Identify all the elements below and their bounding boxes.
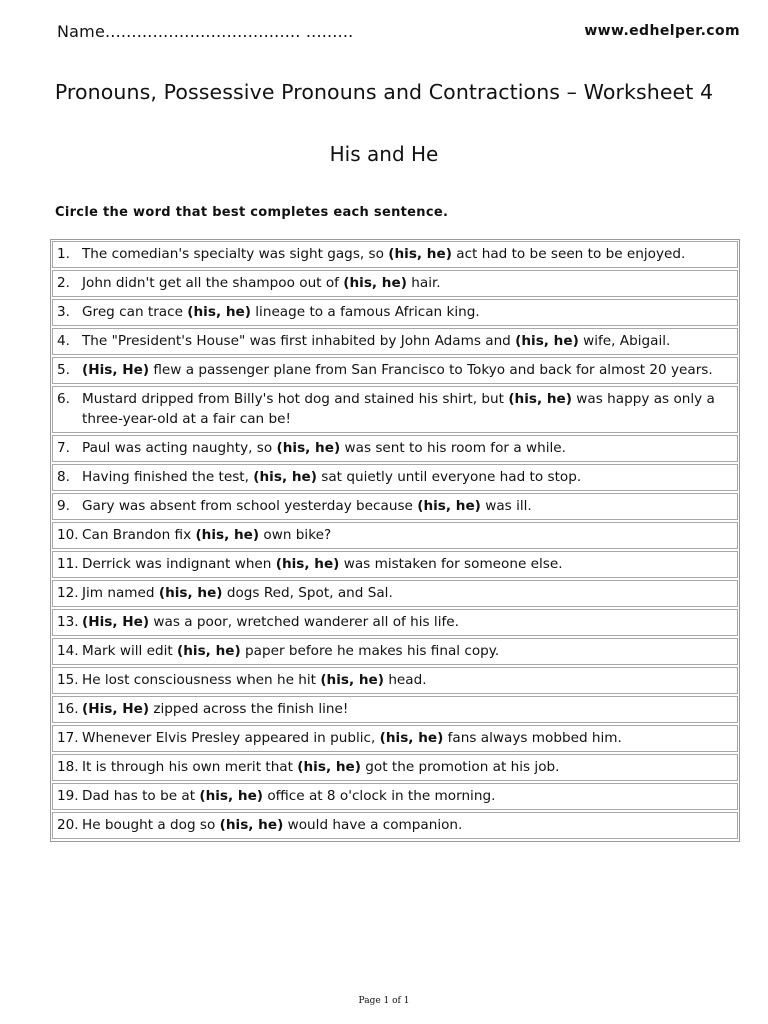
question-number: 20. (57, 817, 79, 833)
instructions: Circle the word that best completes each sentence. (55, 205, 449, 220)
question-text-before: He lost consciousness when he hit (82, 672, 321, 688)
question-number: 6. (57, 391, 70, 407)
question-text-before: Greg can trace (82, 304, 188, 320)
answer-choice[interactable]: (His, He) (82, 614, 150, 630)
question-text-after: was happy as only a three-year-old at a fair can be! (82, 391, 715, 427)
question-text-after: got the promotion at his job. (360, 759, 560, 775)
question-text-before: Dad has to be at (82, 788, 200, 804)
worksheet-title: Pronouns, Possessive Pronouns and Contractions – Worksheet 4 (54, 80, 714, 104)
question-number: 5. (57, 362, 70, 378)
question-text-after: was a poor, wretched wanderer all of his life. (149, 614, 459, 630)
answer-choice[interactable]: (his, he) (187, 304, 251, 320)
question-text-before: John didn't get all the shampoo out of (82, 275, 344, 291)
question-number: 18. (57, 759, 79, 775)
question-row (52, 783, 738, 810)
question-number: 15. (57, 672, 79, 688)
question-text-before: He bought a dog so (82, 817, 220, 833)
question-text-after: sat quietly until everyone had to stop. (316, 469, 582, 485)
answer-choice[interactable]: (his, he) (515, 333, 579, 349)
question-text (82, 438, 731, 458)
question-text (82, 331, 731, 351)
answer-choice[interactable]: (his, he) (177, 643, 241, 659)
answer-choice[interactable]: (His, He) (82, 362, 150, 378)
question-table (50, 239, 740, 842)
question-text-before: The "President's House" was first inhabited by John Adams and (82, 333, 516, 349)
answer-choice[interactable]: (his, he) (297, 759, 361, 775)
question-text-before: Having finished the test, (82, 469, 254, 485)
question-text (82, 815, 731, 835)
question-row (52, 357, 738, 384)
name-line: Name..................................... ......... (57, 22, 354, 41)
question-text (82, 612, 731, 632)
question-row (52, 551, 738, 578)
page-footer: Page 1 of 1 (358, 996, 410, 1006)
question-text (82, 273, 731, 293)
question-text-after: act had to be seen to be enjoyed. (451, 246, 686, 262)
question-number: 7. (57, 440, 70, 456)
question-text-before: Jim named (82, 585, 159, 601)
question-text-before: Mark will edit (82, 643, 178, 659)
question-number: 8. (57, 469, 70, 485)
question-text-after: fans always mobbed him. (443, 730, 622, 746)
question-row (52, 580, 738, 607)
question-text-after: was ill. (480, 498, 532, 514)
question-text (82, 786, 731, 806)
answer-choice[interactable]: (his, he) (195, 527, 260, 543)
question-text (82, 699, 731, 719)
question-text (82, 583, 731, 603)
question-text-after: own bike? (259, 527, 332, 543)
question-text-after: wife, Abigail. (578, 333, 671, 349)
question-row (52, 696, 738, 723)
answer-choice[interactable]: (his, he) (343, 275, 407, 291)
question-row (52, 812, 738, 839)
question-text-before: Whenever Elvis Presley appeared in public, (82, 730, 380, 746)
answer-choice[interactable]: (his, he) (276, 440, 341, 456)
question-text-after: office at 8 o'clock in the morning. (263, 788, 496, 804)
question-text (82, 554, 731, 574)
answer-choice[interactable]: (his, he) (320, 672, 384, 688)
question-row (52, 328, 738, 355)
question-text-after: dogs Red, Spot, and Sal. (222, 585, 393, 601)
question-text-after: was sent to his room for a while. (340, 440, 566, 456)
answer-choice[interactable]: (his, he) (158, 585, 223, 601)
question-row (52, 270, 738, 297)
question-text-before: The comedian's specialty was sight gags, so (82, 246, 389, 262)
worksheet-header (57, 22, 740, 44)
question-number: 19. (57, 788, 79, 804)
question-text-before: Can Brandon fix (82, 527, 196, 543)
question-number: 1. (57, 246, 70, 262)
answer-choice[interactable]: (his, he) (219, 817, 284, 833)
question-row (52, 464, 738, 491)
question-row (52, 435, 738, 462)
answer-choice[interactable]: (his, he) (199, 788, 264, 804)
question-number: 16. (57, 701, 79, 717)
question-row (52, 299, 738, 326)
question-text (82, 641, 731, 661)
question-row (52, 241, 738, 268)
question-row (52, 638, 738, 665)
question-text (82, 302, 731, 322)
question-text-after: head. (384, 672, 427, 688)
question-text-before: It is through his own merit that (82, 759, 298, 775)
question-row (52, 667, 738, 694)
answer-choice[interactable]: (his, he) (508, 391, 572, 407)
question-text-after: would have a companion. (283, 817, 463, 833)
question-number: 13. (57, 614, 79, 630)
answer-choice[interactable]: (His, He) (82, 701, 150, 717)
worksheet-subtitle: His and He (329, 142, 439, 166)
question-row (52, 522, 738, 549)
answer-choice[interactable]: (his, he) (275, 556, 340, 572)
question-text (82, 244, 731, 264)
answer-choice[interactable]: (his, he) (253, 469, 317, 485)
question-text-after: hair. (406, 275, 441, 291)
question-text (82, 360, 731, 380)
question-row (52, 754, 738, 781)
question-text (82, 467, 731, 487)
question-number: 14. (57, 643, 79, 659)
question-number: 10. (57, 527, 79, 543)
question-text-before: Mustard dripped from Billy's hot dog and stained his shirt, but (82, 391, 509, 407)
question-number: 12. (57, 585, 79, 601)
answer-choice[interactable]: (his, he) (379, 730, 444, 746)
question-row (52, 493, 738, 520)
question-row (52, 386, 738, 433)
question-text (82, 389, 731, 429)
question-text-after: was mistaken for someone else. (339, 556, 563, 572)
question-number: 9. (57, 498, 70, 514)
question-number: 2. (57, 275, 70, 291)
question-text (82, 728, 731, 748)
question-text-after: paper before he makes his final copy. (240, 643, 500, 659)
question-text-after: zipped across the finish line! (149, 701, 349, 717)
question-row (52, 609, 738, 636)
question-text-before: Derrick was indignant when (82, 556, 276, 572)
question-row (52, 725, 738, 752)
question-text (82, 525, 731, 545)
question-number: 3. (57, 304, 70, 320)
question-text (82, 670, 731, 690)
answer-choice[interactable]: (his, he) (417, 498, 481, 514)
question-text-after: flew a passenger plane from San Francisco to Tokyo and back for almost 20 years. (149, 362, 713, 378)
question-text (82, 757, 731, 777)
question-text-before: Paul was acting naughty, so (82, 440, 277, 456)
question-number: 17. (57, 730, 79, 746)
site-url: www.edhelper.com (584, 23, 740, 39)
question-text-before: Gary was absent from school yesterday because (82, 498, 418, 514)
question-number: 4. (57, 333, 70, 349)
answer-choice[interactable]: (his, he) (388, 246, 452, 262)
question-text (82, 496, 731, 516)
question-text-after: lineage to a famous African king. (250, 304, 480, 320)
question-number: 11. (57, 556, 79, 572)
